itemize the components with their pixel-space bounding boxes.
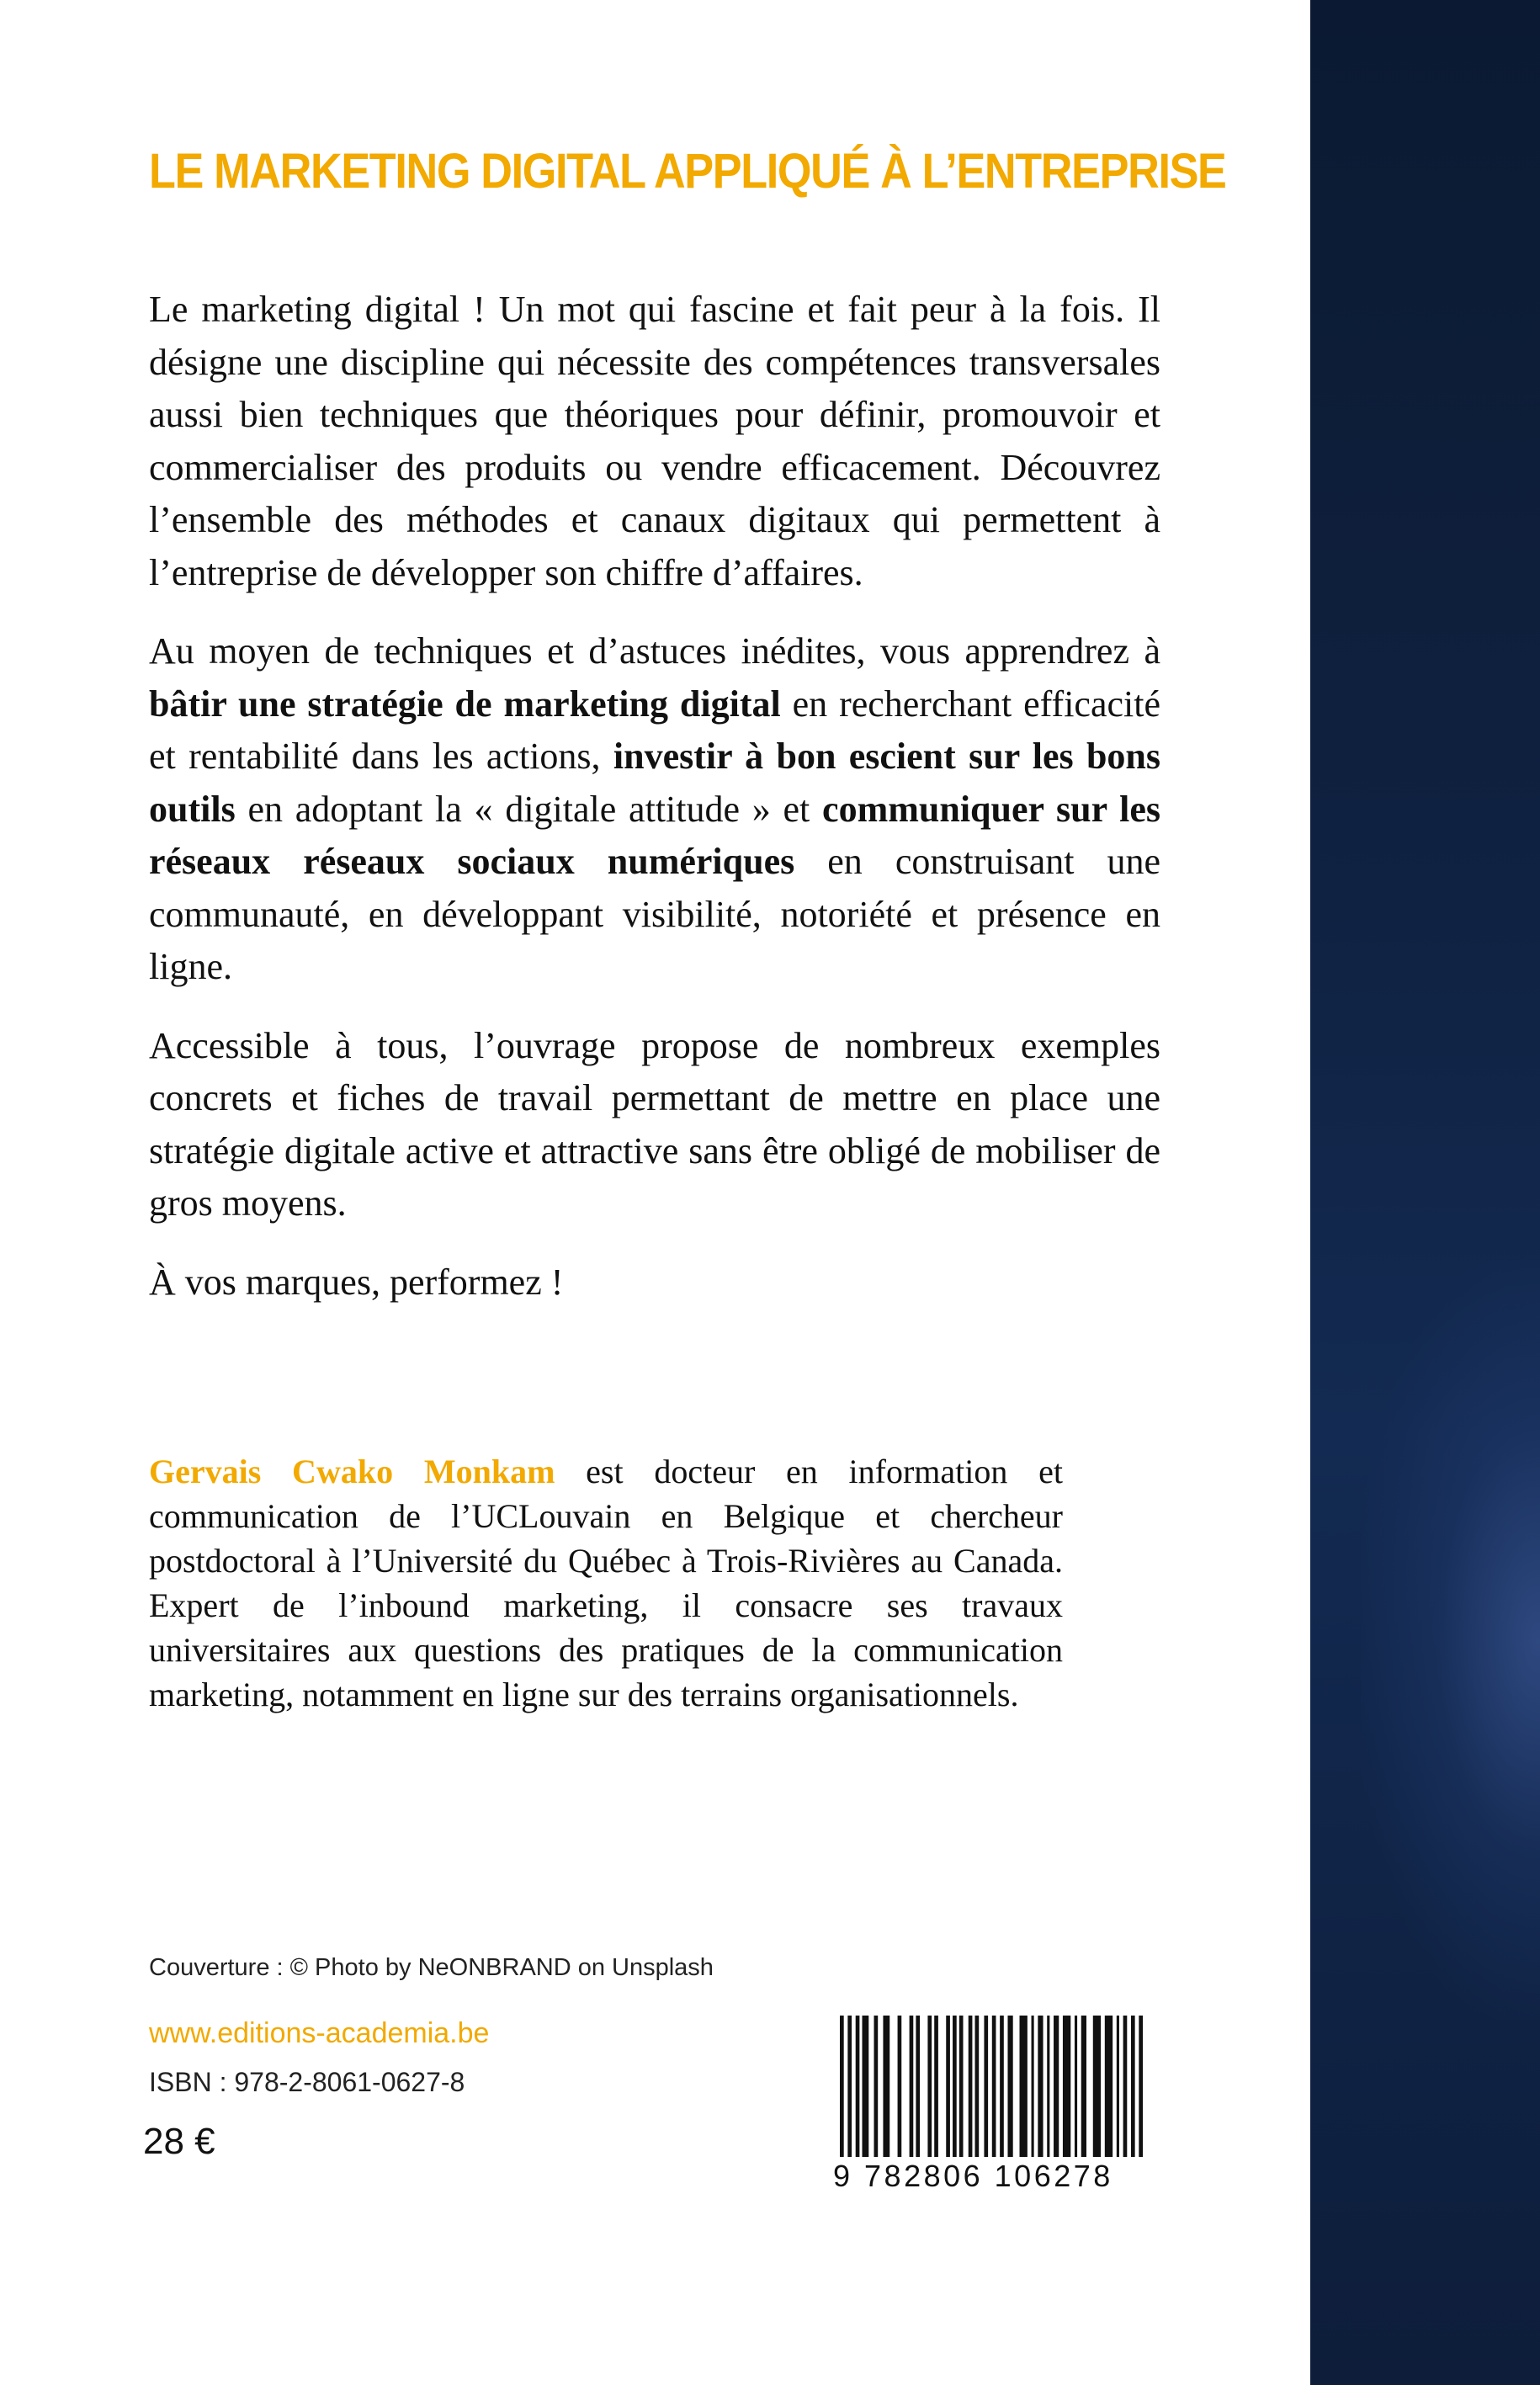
barcode-bar — [934, 2016, 938, 2157]
isbn-barcode — [833, 2016, 1149, 2201]
barcode-bar — [1032, 2016, 1034, 2157]
barcode-bars — [833, 2016, 1149, 2159]
barcode-bar — [1054, 2016, 1059, 2157]
author-name: Gervais Cwako Monkam — [149, 1453, 555, 1490]
barcode-bar — [1020, 2016, 1028, 2157]
publisher-website-link[interactable]: www.editions-academia.be — [149, 2017, 490, 2049]
author-bio — [149, 1449, 1063, 1717]
back-cover-blurb — [149, 284, 1160, 1335]
barcode-bar — [1131, 2016, 1135, 2157]
price-label: 28 € — [143, 2121, 215, 2162]
blurb-text: en construisant une communauté, en développant visibilité, notoriété et présence en ligne. — [149, 841, 1160, 987]
barcode-bar — [984, 2016, 988, 2157]
barcode-bar — [1063, 2016, 1070, 2157]
barcode-bar — [959, 2016, 964, 2157]
barcode-bar — [1093, 2016, 1101, 2157]
barcode-bar — [1007, 2016, 1012, 2157]
barcode-bar — [946, 2016, 950, 2157]
barcode-bar — [1075, 2016, 1077, 2157]
barcode-bar — [969, 2016, 973, 2157]
barcode-bar — [840, 2016, 844, 2157]
blurb-text: en adoptant la « digitale attitude » et — [235, 788, 823, 830]
barcode-bar — [883, 2016, 889, 2157]
spine-light-glow — [1361, 1262, 1540, 2020]
barcode-bar — [975, 2016, 980, 2157]
blurb-paragraph-2 — [149, 625, 1160, 994]
barcode-bar — [1139, 2016, 1143, 2157]
blurb-paragraph-3: Accessible à tous, l’ouvrage propose de nombreux exemples concrets et fiches de travail permettant de mettre en place une stratégie digitale active et attractive sans être obligé de mobiliser de gros moyens. — [149, 1024, 1160, 1224]
barcode-bar — [847, 2016, 852, 2157]
barcode-bar — [910, 2016, 914, 2157]
barcode-bar — [1117, 2016, 1119, 2157]
barcode-bar — [898, 2016, 902, 2157]
blurb-highlight: investir à bon escient sur les bons outils — [149, 736, 1161, 830]
blurb-highlight: bâtir une stratégie de marketing digital — [149, 683, 781, 725]
barcode-bar — [874, 2016, 879, 2157]
barcode-bar — [856, 2016, 860, 2157]
blurb-paragraph-1: Le marketing digital ! Un mot qui fascine et fait peur à la fois. Il désigne une discipline qui nécessite des compétences transversales aussi bien techniques que théoriques pour définir, promouvoir et commercialiser des produits ou vendre efficacement. Découvrez l’ensemble des méthodes et canaux digitaux qui permettent à l’entreprise de développer son chiffre d’affaires. — [149, 289, 1160, 593]
cover-spine-background — [1310, 0, 1540, 2385]
barcode-bar — [992, 2016, 996, 2157]
isbn-number: ISBN : 978-2-8061-0627-8 — [149, 2067, 465, 2097]
barcode-bar — [1047, 2016, 1049, 2157]
barcode-bar — [1081, 2016, 1086, 2157]
barcode-bar — [916, 2016, 920, 2157]
barcode-bar — [1105, 2016, 1113, 2157]
barcode-bar — [1123, 2016, 1128, 2157]
barcode-bar — [927, 2016, 932, 2157]
cover-photo-credit: Couverture : © Photo by NeONBRAND on Unsplash — [149, 1954, 714, 1981]
blurb-text: Au moyen de techniques et d’astuces inédites, vous apprendrez à — [149, 630, 1160, 672]
blurb-highlight: communiquer sur les réseaux réseaux sociaux numériques — [149, 788, 1160, 882]
author-bio-text: est docteur en information et communication de l’UCLouvain en Belgique et chercheur postdoctoral à l’Université du Québec à Trois-Rivières au Canada. Expert de l’inbound marketing, il consacre ses travaux universitaires aux questions des pratiques de la communication marketing, notamment en ligne sur des terrains organisationnels. — [149, 1453, 1064, 1713]
barcode-bar — [1000, 2016, 1004, 2157]
book-title: LE MARKETING DIGITAL APPLIQUÉ À L’ENTREPRISE — [149, 144, 1226, 199]
blurb-text: en recherchant efficacité et rentabilité dans les actions, — [149, 683, 1160, 777]
barcode-bar — [1038, 2016, 1043, 2157]
barcode-digits: 9 782806 106278 — [833, 2159, 1113, 2193]
barcode-bar — [862, 2016, 868, 2157]
blurb-paragraph-4: À vos marques, performez ! — [149, 1261, 564, 1303]
barcode-bar — [953, 2016, 957, 2157]
